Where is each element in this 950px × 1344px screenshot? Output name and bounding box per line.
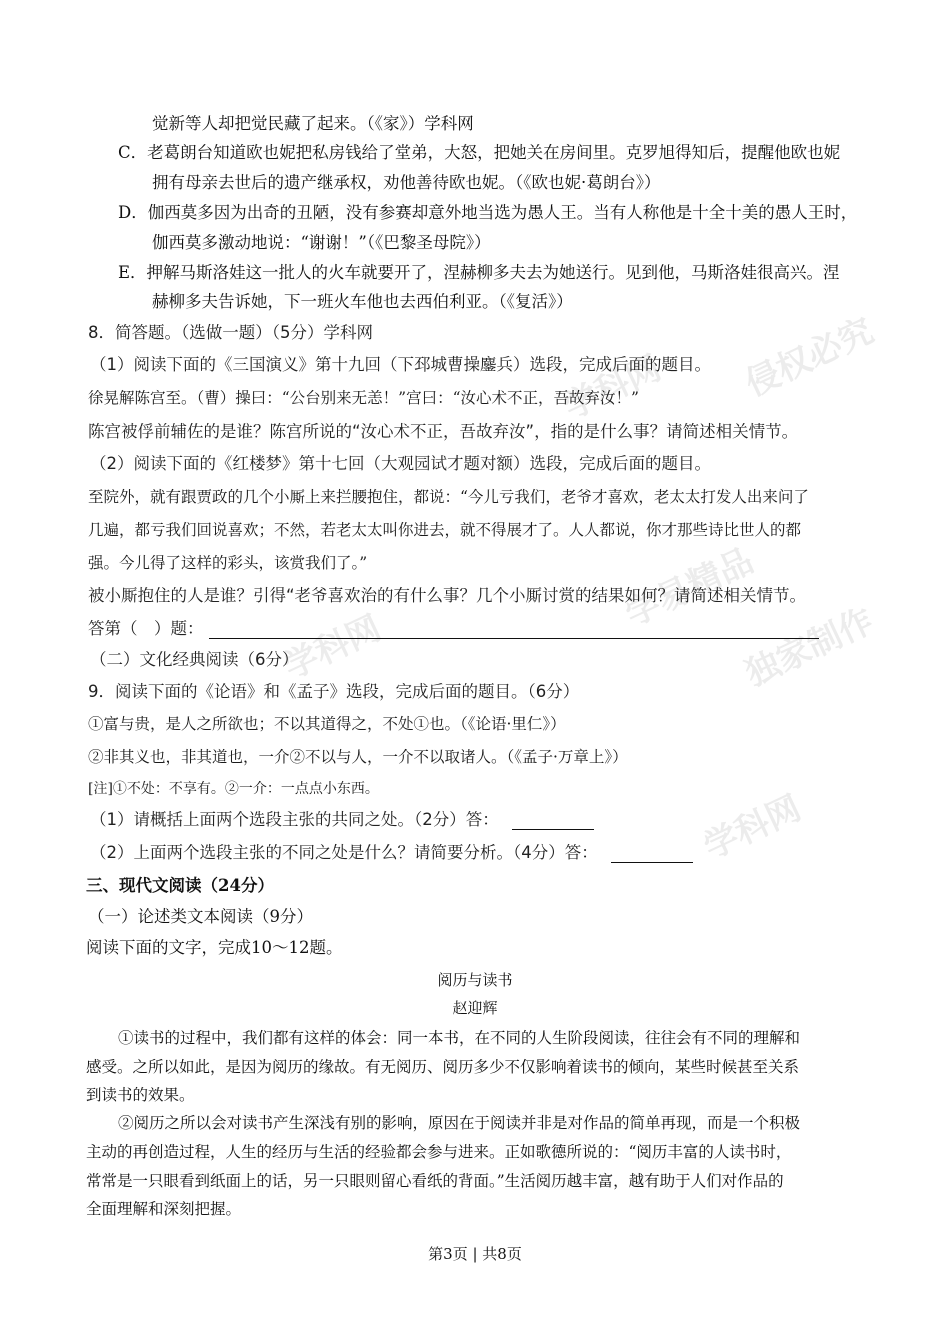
answer-blank[interactable] xyxy=(209,622,819,639)
question-8-part2-question: 被小厮抱住的人是谁？引得“老爷喜欢治的有什么事？几个小厮讨赏的结果如何？请简述相关情节。 xyxy=(88,586,807,605)
watermark: 学易精品 xyxy=(619,540,760,635)
question-9-sub-2 xyxy=(90,843,693,863)
article-paragraph-1: ①读书的过程中，我们都有这样的体会：同一本书，在不同的人生阶段阅读，往往会有不同的理解和 xyxy=(118,1029,801,1047)
article-paragraph-2: 主动的再创造过程，人生的经历与生活的经验都会参与进来。正如歌德所说的：“阅历丰富的人读书时， xyxy=(86,1143,792,1161)
option-e: E．押解马斯洛娃这一批人的火车就要开了，涅赫柳多夫去为她送行。见到他，马斯洛娃很高兴。涅 xyxy=(118,263,840,282)
page-footer: 第3页 | 共8页 xyxy=(428,1245,522,1263)
question-9-sub-2-text: （2）上面两个选段主张的不同之处是什么？请简要分析。（4分）答： xyxy=(90,843,598,862)
question-8-part2-intro: （2）阅读下面的《红楼梦》第十七回（大观园试才题对额）选段，完成后面的题目。 xyxy=(90,454,711,473)
article-title: 阅历与读书 xyxy=(437,971,513,989)
question-8-part2-quote: 至院外，就有跟贾政的几个小厮上来拦腰抱住，都说：“今儿亏我们，老爷才喜欢，老太太打发人出来问了 xyxy=(88,488,809,506)
article-paragraph-1: 感受。之所以如此，是因为阅历的缘故。有无阅历、阅历多少不仅影响着读书的倾向，某些时候甚至关系 xyxy=(86,1058,800,1076)
watermark: 学科网 xyxy=(697,787,808,868)
question-8-part2-quote: 几遍，都亏我们回说喜欢；不然，若老太太叫你进去，就不得展才了。人人都说，你才那些诗比世人的都 xyxy=(88,521,802,539)
option-e-continuation: 赫柳多夫告诉她，下一班火车他也去西伯利亚。（《复活》） xyxy=(152,292,573,311)
answer-blank[interactable] xyxy=(512,813,594,830)
question-9-sub-1 xyxy=(90,810,594,830)
answer-row xyxy=(88,619,819,639)
watermark: 学科网 xyxy=(557,347,668,428)
option-c-continuation: 拥有母亲去世后的遗产继承权，劝他善待欧也妮。（《欧也妮·葛朗台》） xyxy=(152,173,661,192)
section-3-subtitle: （一）论述类文本阅读（9分） xyxy=(88,907,313,926)
answer-label: 答第（ ）题： xyxy=(88,619,204,638)
question-9-quote-2: ②非其义也，非其道也，一介②不以与人，一介不以取诸人。（《孟子·万章上》） xyxy=(88,748,628,766)
article-paragraph-2: ②阅历之所以会对读书产生深浅有别的影响，原因在于阅读并非是对作品的简单再现，而是一个积极 xyxy=(118,1114,801,1132)
section-2-title: （二）文化经典阅读（6分） xyxy=(90,650,299,669)
question-8-part2-quote: 强。今儿得了这样的彩头，该赏我们了。” xyxy=(88,554,368,572)
article-paragraph-2: 常常是一只眼看到纸面上的话，另一只眼则留心看纸的背面。”生活阅历越丰富，越有助于人们对作品的 xyxy=(86,1172,784,1190)
question-9-quote-1: ①富与贵，是人之所欲也；不以其道得之，不处①也。（《论语·里仁》） xyxy=(88,715,566,733)
answer-blank[interactable] xyxy=(611,846,693,863)
option-d-continuation: 伽西莫多激动地说：“谢谢！”（《巴黎圣母院》） xyxy=(152,233,491,252)
watermark: 侵权必究 xyxy=(739,310,880,405)
question-9-note: [注]①不处：不享有。②一介：一点点小东西。 xyxy=(88,781,379,797)
option-b-continuation: 觉新等人却把觉民藏了起来。（《家》）学科网 xyxy=(152,114,474,133)
article-paragraph-1: 到读书的效果。 xyxy=(86,1086,195,1104)
option-d: D．伽西莫多因为出奇的丑陋，没有参赛却意外地当选为愚人王。当有人称他是十全十美的愚人王时， xyxy=(118,203,858,222)
question-8-part1-question: 陈宫被俘前辅佐的是谁？陈宫所说的“汝心术不正，吾故弃汝”，指的是什么事？请简述相关情节。 xyxy=(88,422,799,441)
question-8-part1-intro: （1）阅读下面的《三国演义》第十九回（下邳城曹操鏖兵）选段，完成后面的题目。 xyxy=(90,355,711,374)
question-8-part1-quote: 徐晃解陈宫至。（曹）操曰：“公台别来无恙！”宫曰：“汝心术不正，吾故弃汝！” xyxy=(88,389,639,407)
article-paragraph-2: 全面理解和深刻把握。 xyxy=(86,1200,242,1218)
watermark: 独家制作 xyxy=(739,600,880,695)
section-3-title: 三、现代文阅读（24分） xyxy=(86,876,274,895)
question-9-title: 9．阅读下面的《论语》和《孟子》选段，完成后面的题目。（6分） xyxy=(88,682,580,701)
question-8-title: 8．简答题。（选做一题）（5分）学科网 xyxy=(88,323,373,342)
article-author: 赵迎辉 xyxy=(452,999,498,1017)
option-c: C．老葛朗台知道欧也妮把私房钱给了堂弟，大怒，把她关在房间里。克罗旭得知后，提醒他欧也妮 xyxy=(118,143,841,162)
watermark: 学科网 xyxy=(277,607,388,688)
section-3-instruction: 阅读下面的文字，完成10～12题。 xyxy=(86,938,343,957)
question-9-sub-1-text: （1）请概括上面两个选段主张的共同之处。（2分）答： xyxy=(90,810,499,829)
